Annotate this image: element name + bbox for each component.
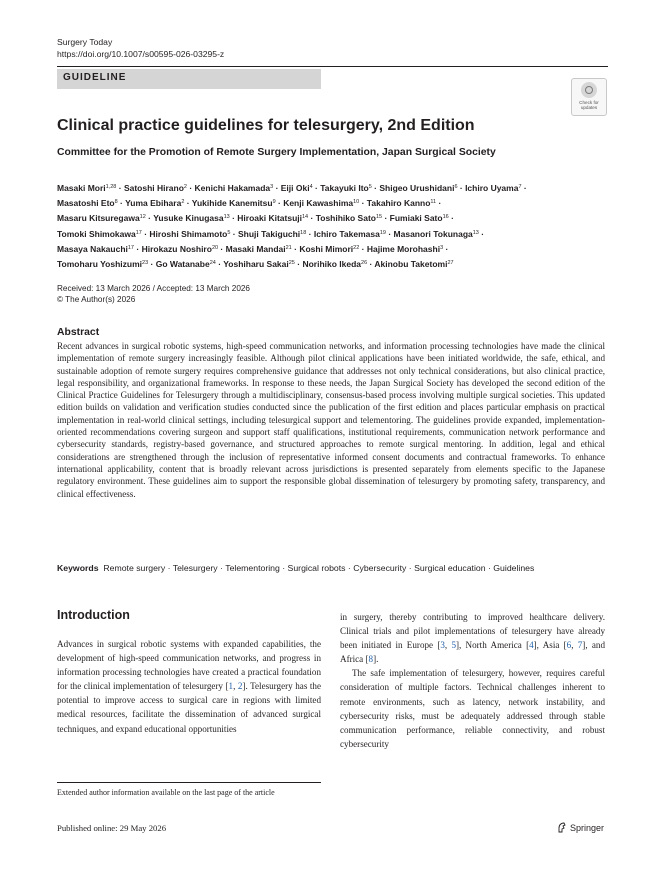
author-affiliation-number: 17 xyxy=(127,244,134,251)
header-rule xyxy=(57,66,608,67)
author-name[interactable]: Yoshiharu Sakai xyxy=(223,259,289,270)
keywords-list: Remote surgery · Telesurgery · Telementoring · Surgical robots · Cybersecurity · Surgical education · Guidelines xyxy=(103,563,535,573)
author-affiliation-number: 17 xyxy=(135,229,142,236)
citation-link[interactable]: 6 xyxy=(566,640,572,651)
footnote: Extended author information available on the last page of the article xyxy=(57,788,275,797)
author-affiliation-number: 22 xyxy=(353,244,360,251)
paper-title: Clinical practice guidelines for telesurgery, 2nd Edition xyxy=(57,117,475,134)
author-affiliation-number: 1,28 xyxy=(105,184,117,190)
author-name[interactable]: Masatoshi Eto xyxy=(57,198,115,209)
author-affiliation-number: 9 xyxy=(272,199,276,206)
author-name[interactable]: Hiroshi Shimamoto xyxy=(149,228,228,239)
author-name[interactable]: Ichiro Takemasa xyxy=(313,228,380,239)
intro-paragraph-1-cont xyxy=(340,610,605,666)
springer-horse-icon xyxy=(557,822,567,833)
author-affiliation-number: 7 xyxy=(518,184,522,190)
keyword-item[interactable]: Remote surgery xyxy=(103,563,166,573)
author-name[interactable]: Yukihide Kanemitsu xyxy=(191,198,273,209)
author-name[interactable]: Koshi Mimori xyxy=(299,243,354,254)
author-name[interactable]: Hirokazu Noshiro xyxy=(141,243,212,254)
author-name[interactable]: Masanori Tokunaga xyxy=(393,228,473,239)
intro-paragraph-2: The safe implementation of telesurgery, however, requires careful consideration of multiple factors. Technical challenges inherent to remote environments, such as latency, network instability, and cybersecurity risks, must be adequately addressed through stable communication performance, reliable connectivity, and robust cybersecurity xyxy=(340,668,605,749)
citation-link[interactable]: 7 xyxy=(577,640,583,651)
author-name[interactable]: Go Watanabe xyxy=(155,259,210,270)
article-type-band xyxy=(57,69,321,89)
author-affiliation-number: 21 xyxy=(285,244,292,251)
author-affiliation-number: 20 xyxy=(211,244,219,251)
keyword-item[interactable]: Telementoring xyxy=(225,563,280,573)
author-affiliation-number: 10 xyxy=(353,199,360,206)
author-name[interactable]: Kenichi Hakamada xyxy=(194,183,271,193)
author-line: Masatoshi Eto$^8$ · Yuma Ebihara$^2$ · Yukihide Kanemitsu$^9$ · Kenji Kawashima$^{10}$ · Takahiro Kanno$^{11}$ · xyxy=(57,198,442,209)
intro-text: ], North America [ xyxy=(455,640,530,651)
author-affiliation-number: 13 xyxy=(223,214,230,221)
abstract-heading: Abstract xyxy=(57,327,100,338)
citation-link[interactable]: 5 xyxy=(451,640,456,651)
check-updates-label: Check for updates xyxy=(579,100,599,110)
author-name[interactable]: Satoshi Hirano xyxy=(123,183,184,193)
author-line: Tomoharu Yoshizumi$^{23}$ · Go Watanabe$^{24}$ · Yoshiharu Sakai$^{25}$ · Norihiko Ikeda$^{26}$ · Akinobu Taketomi$^{27}$ xyxy=(57,259,454,270)
author-affiliation-number: 5 xyxy=(368,184,372,190)
author-affiliation-number: 13 xyxy=(472,229,479,236)
author-name[interactable]: Eiji Oki xyxy=(280,183,310,193)
keyword-item[interactable]: Surgical robots xyxy=(287,563,346,573)
citation-link[interactable]: 1 xyxy=(228,681,234,692)
author-list xyxy=(57,180,617,271)
publisher-name: Springer xyxy=(570,823,605,833)
footnote-rule xyxy=(57,782,321,783)
published-date: Published online: 29 May 2026 xyxy=(57,823,167,833)
author-name[interactable]: Shuji Takiguchi xyxy=(237,228,301,239)
journal-name: Surgery Today xyxy=(57,37,113,47)
author-name[interactable]: Fumiaki Sato xyxy=(389,213,443,224)
intro-text: in surgery, thereby contributing to improved healthcare delivery. Clinical trials and pilot implementations of telesurgery have already been initiated in Europe [ xyxy=(340,612,605,651)
author-name[interactable]: Masaya Nakauchi xyxy=(57,243,128,254)
author-affiliation-number: 2 xyxy=(183,184,187,190)
intro-text: , xyxy=(233,681,238,692)
citation-link[interactable]: 2 xyxy=(237,681,243,692)
author-name[interactable]: Masaru Kitsuregawa xyxy=(57,213,140,224)
check-for-updates-badge[interactable] xyxy=(571,78,607,116)
abstract-text: Recent advances in surgical robotic systems, high-speed communication networks, and information processing technologies have made the clinical implementation of remote surgery increasingly feasible. Although pilot clinical applications have been initiated worldwide, the safe, ethical, and sustainable adoption of remote surgery requires comprehensive guidance that addresses not only technical considerations, but also clinical practice, legal responsibility, and organizational frameworks. In response to these needs, the Japan Surgical Society has developed the second edition of the Clinical Practice Guidelines for Telesurgery through a multidisciplinary, consensus-based process involving multiple surgical societies. This updated edition builds on validation and verification studies conducted since the publication of the first edition and places particular emphasis on practical implementation in real-world clinical settings, including telesurgical support and telementoring. The guidelines provide expanded, implementation-oriented recommendations covering surgeon and support staff qualifications, institutional requirements, communication network performance and cybersecurity standards, registry-based governance, and structured approaches to remote surgical mentoring. In addition, legal and ethical considerations are strengthened through the inclusion of representative informed consent documents and contractual frameworks. To enhance international applicability, content that is broadly relevant across jurisdictions is presented separately from elements specific to the Japanese regulatory environment. These guidelines aim to support the responsible global dissemination of telesurgery by promoting safety, transparency, and clinical effectiveness. xyxy=(57,341,605,499)
author-line: Masaki Mori$^{1,28}$ · Satoshi Hirano$^2$ · Kenichi Hakamada$^3$ · Eiji Oki$^4$ · Takayuki Ito$^5$ · Shigeo Urushidani$^6$ · Ichiro Uyama$^7$ · xyxy=(57,183,527,193)
author-affiliation-number: 23 xyxy=(142,260,149,267)
received-accepted-dates: Received: 13 March 2026 / Accepted: 13 March 2026 xyxy=(57,284,250,293)
author-name[interactable]: Yuma Ebihara xyxy=(125,198,182,209)
author-name[interactable]: Kenji Kawashima xyxy=(283,198,354,209)
doi-link[interactable]: https://doi.org/10.1007/s00595-026-03295-z xyxy=(57,49,225,59)
citation-link[interactable]: 3 xyxy=(440,640,445,651)
keyword-item[interactable]: Telesurgery xyxy=(172,563,218,573)
intro-text: ]. xyxy=(373,654,379,665)
author-name[interactable]: Tomoharu Yoshizumi xyxy=(57,259,143,270)
author-name[interactable]: Ichiro Uyama xyxy=(465,183,519,193)
author-name[interactable]: Norihiko Ikeda xyxy=(302,259,362,270)
author-name[interactable]: Masaki Mandai xyxy=(225,243,286,254)
author-affiliation-number: 18 xyxy=(300,229,307,236)
keywords xyxy=(57,562,587,575)
citation-link[interactable]: 8 xyxy=(368,654,374,665)
introduction-left-column xyxy=(57,637,321,736)
author-name[interactable]: Yusuke Kinugasa xyxy=(153,213,224,224)
author-affiliation-number: 16 xyxy=(442,214,449,221)
author-affiliation-number: 12 xyxy=(139,214,146,221)
author-affiliation-number: 3 xyxy=(440,244,444,251)
author-affiliation-number: 15 xyxy=(375,214,383,221)
check-updates-icon xyxy=(581,82,597,98)
copyright-notice: © The Author(s) 2026 xyxy=(57,295,136,304)
author-name[interactable]: Akinobu Taketomi xyxy=(374,259,448,270)
intro-text: ], and Africa [ xyxy=(340,640,605,665)
author-affiliation-number: 26 xyxy=(361,260,368,267)
intro-text: ]. Telesurgery has the potential to improve access to surgical care in regions with limited medical resources, facilitate the dissemination of advanced surgical techniques, and expand educational opportunities xyxy=(57,681,321,734)
author-affiliation-number: 2 xyxy=(181,199,185,206)
introduction-right-column xyxy=(340,610,605,751)
author-affiliation-number: 25 xyxy=(288,260,295,267)
author-affiliation-number: 3 xyxy=(270,184,274,190)
article-dates xyxy=(57,283,250,305)
author-line: Tomoki Shimokawa$^{17}$ · Hiroshi Shimamoto$^5$ · Shuji Takiguchi$^{18}$ · Ichiro Takemasa$^{19}$ · Masanori Tokunaga$^{13}$ · xyxy=(57,228,485,239)
journal-header xyxy=(57,36,224,60)
author-affiliation-number: 8 xyxy=(114,199,118,206)
paper-subtitle: Committee for the Promotion of Remote Surgery Implementation, Japan Surgical Society xyxy=(57,147,496,158)
intro-text: ], Asia [ xyxy=(533,640,567,651)
author-line: Masaya Nakauchi$^{17}$ · Hirokazu Noshiro$^{20}$ · Masaki Mandai$^{21}$ · Koshi Mimori$^{22}$ · Hajime Morohashi$^3$ · xyxy=(57,243,449,254)
author-affiliation-number: 11 xyxy=(430,199,437,206)
intro-text: , xyxy=(444,640,452,651)
keyword-item[interactable]: Surgical education xyxy=(414,563,486,573)
author-name[interactable]: Toshihiko Sato xyxy=(315,213,376,224)
author-name[interactable]: Hiroaki Kitatsuji xyxy=(237,213,302,224)
keyword-item[interactable]: Cybersecurity xyxy=(353,563,407,573)
author-affiliation-number: 24 xyxy=(209,260,216,267)
author-name[interactable]: Hajime Morohashi xyxy=(366,243,441,254)
keywords-label: Keywords xyxy=(57,563,99,573)
author-name[interactable]: Takahiro Kanno xyxy=(366,198,431,209)
intro-text: Advances in surgical robotic systems with expanded capabilities, the development of high-speed communication networks, and progress in information processing technologies have created a practical foundation for the clinical implementation of telesurgery [ xyxy=(57,639,321,692)
author-affiliation-number: 6 xyxy=(454,184,458,190)
author-name[interactable]: Masaki Mori xyxy=(57,183,106,193)
introduction-heading: Introduction xyxy=(57,608,130,622)
author-affiliation-number: 19 xyxy=(379,229,386,236)
keyword-item[interactable]: Guidelines xyxy=(493,563,535,573)
author-affiliation-number: 27 xyxy=(447,260,454,267)
author-name[interactable]: Shigeo Urushidani xyxy=(379,183,455,193)
author-affiliation-number: 5 xyxy=(227,229,231,236)
author-name[interactable]: Tomoki Shimokawa xyxy=(57,228,136,239)
citation-link[interactable]: 4 xyxy=(529,640,534,651)
author-affiliation-number: 14 xyxy=(302,214,309,221)
publisher-logo[interactable] xyxy=(557,822,604,833)
intro-paragraph-1 xyxy=(57,637,321,736)
author-affiliation-number: 4 xyxy=(309,184,313,190)
author-name[interactable]: Takayuki Ito xyxy=(320,183,369,193)
author-line: Masaru Kitsuregawa$^{12}$ · Yusuke Kinugasa$^{13}$ · Hiroaki Kitatsuji$^{14}$ · Toshihiko Sato$^{15}$ · Fumiaki Sato$^{16}$ · xyxy=(57,213,454,224)
article-type-label: GUIDELINE xyxy=(63,72,127,83)
intro-text: , xyxy=(571,640,578,651)
